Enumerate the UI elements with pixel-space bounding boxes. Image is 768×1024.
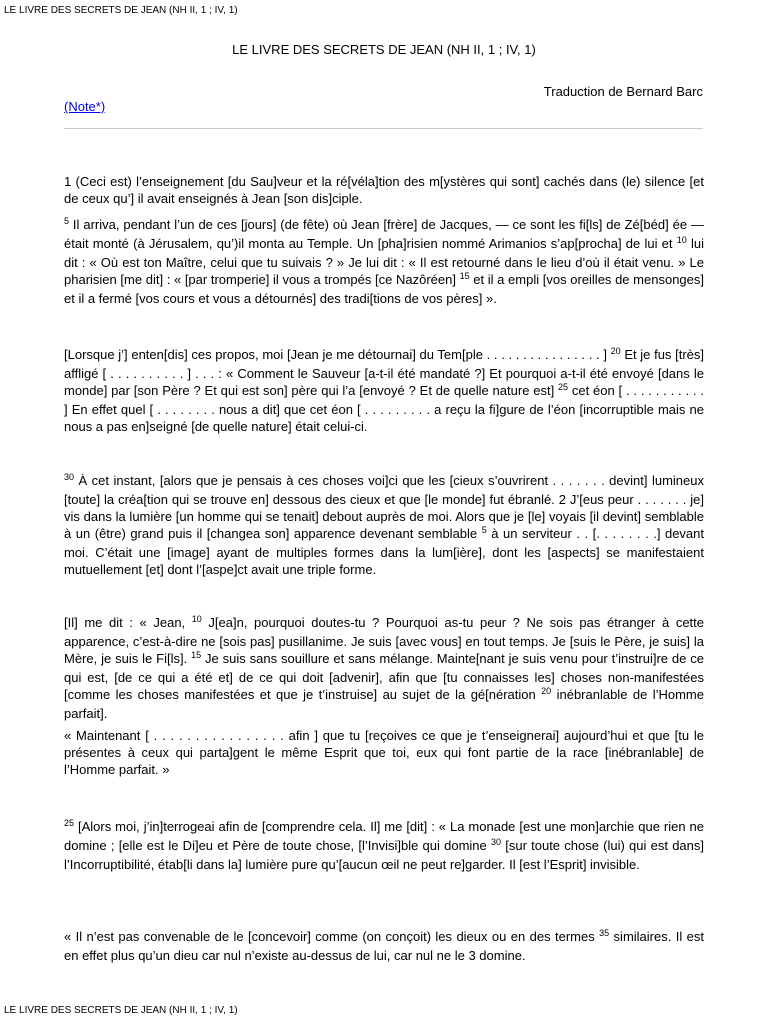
paragraph-text: [sur toute chose (lui) qui est dans] l’Incorruptibilité, étab[li dans la] lumière pure qu’[aucun œil ne peut re]garder. Il [est l’Esprit] invisible. [64, 838, 704, 872]
line-number: 25 [64, 818, 75, 828]
line-number: 30 [64, 472, 75, 482]
line-number: 10 [191, 614, 202, 624]
line-number: 20 [541, 686, 552, 696]
paragraph-text: À cet instant, [alors que je pensais à ces choses voi]ci que les [cieux s’ouvrirent . . . . . . . devint] lumineux [toute] la créa[tion qui se trouve en] dessous des cieux et que [le monde] fut ébranlé. 2 J’[eus peur . . . . . . . je] vis dans la lumière [un homme qui se tenait] debout auprès de moi. Alors que je [le] voyais [il devint] semblable à un (être) grand puis il [changea son] apparence devenant semblable [64, 473, 704, 541]
line-number: 30 [490, 837, 501, 847]
line-number: 15 [459, 271, 470, 281]
translator-credit: Traduction de Bernard Barc [543, 84, 703, 99]
line-number: 5 [64, 216, 70, 226]
paragraph-text: Il arriva, pendant l’un de ces [jours] (de fête) où Jean [frère] de Jacques, — ce sont les fi[ls] de Zé[béd] ée — était monté (à Jérusalem, qu’)il monta au Temple. Un [pha]risien nommé Arimanios s’ap[procha] de lui et [64, 217, 704, 251]
paragraph-2 [64, 216, 704, 307]
paragraph-text: J[ea]n, pourquoi doutes-tu ? Pourquoi as-tu peur ? Ne sois pas étranger à cette apparence, c’est-à-dire ne [sois pas] pusillanime. Je suis [avec vous] en tout temps. Je [suis le Père, je suis] la Mère, je suis le Fi[ls]. [64, 615, 705, 666]
paragraph-text: [Il] me dit : « Jean, [64, 615, 192, 630]
paragraph-text: lui dit : « Où est ton Maître, celui que tu suivais ? » Je lui dit : « Il est retourné dans le lieu d’où il était venu. » Le pharisien [me dit] : « [par tromperie] il vous a trompés [ce Nazôréen] [64, 236, 704, 287]
document-title: LE LIVRE DES SECRETS DE JEAN (NH II, 1 ; IV, 1) [232, 42, 536, 57]
paragraph-text: inébranlable de l’Homme parfait]. [64, 687, 704, 721]
line-number: 25 [558, 382, 569, 392]
paragraph-5 [64, 614, 704, 722]
horizontal-divider [64, 128, 703, 129]
line-number: 20 [610, 346, 621, 356]
line-number: 15 [191, 650, 202, 660]
paragraph-text: Et je fus [très] affligé [ . . . . . . . . . . ] . . . : « Comment le Sauveur [a-t-il été mandaté ?] Et pourquoi a-t-il été envoyé [dans le monde] par [son Père ? Et qui est son] père qui l’a [envoyé ? Et de quelle nature est] [64, 347, 705, 398]
note-link[interactable]: (Note*) [64, 99, 106, 114]
paragraph-text: « Il n’est pas convenable de le [concevoir] comme (on conçoit) les dieux ou en des termes [64, 929, 600, 944]
line-number: 5 [481, 525, 487, 535]
paragraph-7 [64, 818, 704, 873]
running-footer: LE LIVRE DES SECRETS DE JEAN (NH II, 1 ; IV, 1) [4, 1005, 238, 1016]
paragraph-text: à un serviteur . . [. . . . . . . .] devant moi. C’était une [image] ayant de multiples formes dans la lum[ière], dont les [aspects] se manifestaient mutuellement [et] dont l’[aspe]ct avait une triple forme. [64, 526, 704, 577]
paragraph-text: [Alors moi, j’in]terrogeai afin de [comprendre cela. Il] me [dit] : « La monade [est une mon]archie que rien ne domine ; [elle est le Di]eu et Père de toute chose, [l’Invisi]ble qui domine [64, 819, 704, 853]
paragraph-text: [Lorsque j’] enten[dis] ces propos, moi [Jean je me détournai] du Tem[ple . . . . . . . . . . . . . . . . ] [64, 347, 611, 362]
paragraph-1 [64, 173, 704, 207]
paragraph-3 [64, 346, 704, 435]
paragraph-text: 1 (Ceci est) l’enseignement [du Sau]veur et la ré[véla]tion des m[ystères qui sont] cachés dans (le) silence [et de ceux qu’] il avait enseignés à Jean [son dis]ciple. [64, 174, 704, 206]
paragraph-text: Je suis sans souillure et sans mélange. Mainte[nant je suis venu pour t’instrui]re de ce qui est, [de ce qui a été et] de ce qui doit [advenir], afin que [tu connaisses les] choses non-manifestées [comme les choses manifestées et que je t’instruise] au sujet de la gé[nération [64, 651, 704, 702]
paragraph-6 [64, 727, 704, 778]
paragraph-text: similaires. Il est en effet plus qu’un dieu car nul n’existe au-dessus de lui, car nul ne le 3 domine. [64, 929, 704, 963]
paragraph-text: cet éon [ . . . . . . . . . . . ] En effet quel [ . . . . . . . . nous a dit] que cet éon [ . . . . . . . . . a reçu la fi]gure de l’éon [incorruptible mais ne nous a pas en]seigné [de quelle nature] était celui-ci. [64, 383, 704, 434]
paragraph-text: et il a empli [vos oreilles de mensonges] et il a fermé [vos cours et vous a détournés] des tradi[tions de vos pères] ». [64, 272, 704, 306]
paragraph-4 [64, 472, 704, 578]
paragraph-text: « Maintenant [ . . . . . . . . . . . . . . . . afin ] que tu [reçoives ce que je t’enseignerai] aujourd’hui et que [tu le présentes à ceux qui parta]gent le même Esprit que toi, eux qui font partie de la race [inébranlable] de l’Homme parfait. » [64, 728, 704, 777]
line-number: 10 [676, 235, 687, 245]
paragraph-8 [64, 928, 704, 964]
line-number: 35 [599, 928, 610, 938]
running-header: LE LIVRE DES SECRETS DE JEAN (NH II, 1 ; IV, 1) [4, 5, 238, 16]
